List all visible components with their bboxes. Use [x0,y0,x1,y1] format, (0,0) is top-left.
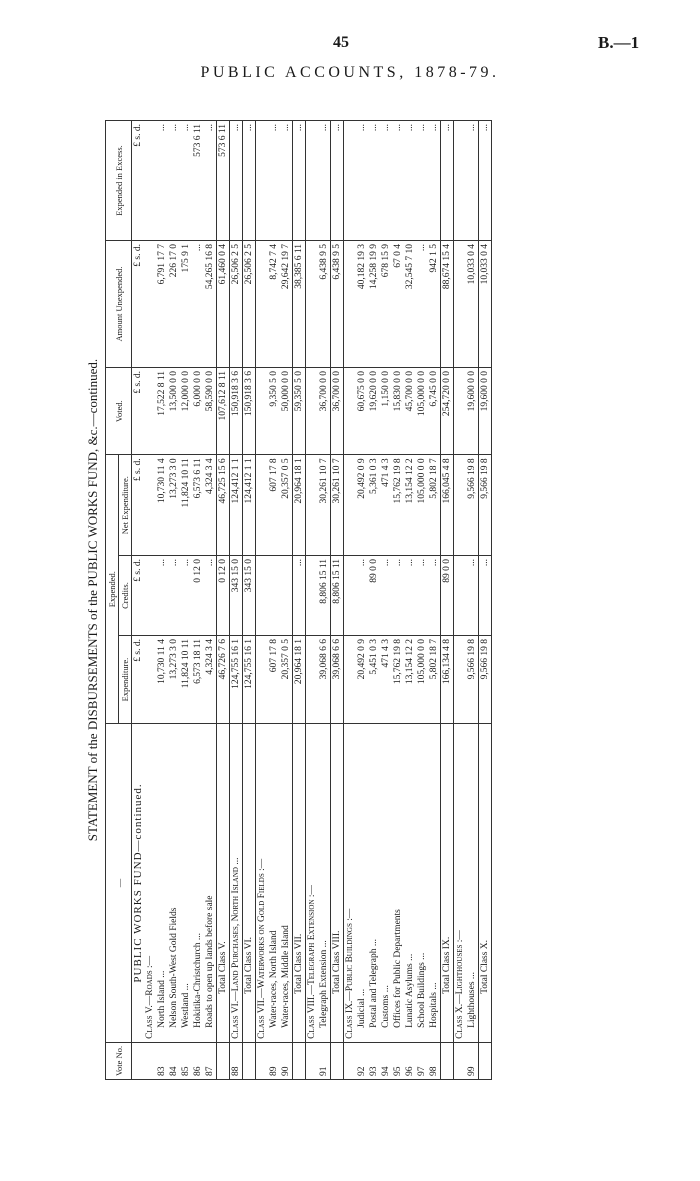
units-expenditure: £ s. d. [132,636,145,724]
row-description: Total Class X. [479,724,492,1043]
expenditure-value: 39,068 6 6 [331,636,344,724]
voted-value: 17,522 8 11 [156,367,168,454]
expenditure-value: 124,755 16 1 [243,636,256,724]
row-description: School Buildings ... [416,724,428,1043]
net-expenditure-value: 6,573 6 11 [192,455,204,556]
voted-value: 19,600 0 0 [466,367,479,454]
row-description: Judicial ... [356,724,368,1043]
unexpended-value: 678 15 9 [380,241,392,368]
row-description: Customs ... [380,724,392,1043]
voted-value: 36,700 0 0 [318,367,331,454]
page-number: 45 [333,34,349,51]
unexpended-value: ... [192,241,204,368]
table-row [156,121,168,1080]
vote-number: 83 [156,1042,168,1079]
unexpended-value: 6,438 9 5 [318,241,331,368]
unexpended-value: 38,385 6 11 [293,241,306,368]
excess-value: ... [404,121,416,241]
excess-value: ... [180,121,192,241]
vote-number: 98 [428,1042,441,1079]
document-reference: B.—1 [598,33,640,52]
credits-value [280,555,293,635]
expenditure-value: 10,730 11 4 [156,636,168,724]
row-description: Hokitika-Christchurch ... [192,724,204,1043]
net-expenditure-value: 471 4 3 [380,455,392,556]
total-row [217,121,230,1080]
table-row [180,121,192,1080]
excess-value: ... [356,121,368,241]
net-expenditure-value: 30,261 10 7 [318,455,331,556]
excess-value: ... [280,121,293,241]
units-credits: £ s. d. [132,555,145,635]
credits-value: ... [380,555,392,635]
expenditure-value: 105,000 0 0 [416,636,428,724]
unexpended-value: 32,545 7 10 [404,241,416,368]
units-row [132,121,145,1080]
net-expenditure-value: 15,762 19 8 [392,455,404,556]
credits-value: 89 0 0 [441,555,454,635]
disbursements-table [105,120,492,1080]
expenditure-value: 471 4 3 [380,636,392,724]
excess-value: ... [428,121,441,241]
col-description: — [106,724,132,1043]
credits-value: ... [204,555,217,635]
voted-value: 9,350 5 0 [268,367,280,454]
total-row [243,121,256,1080]
credits-value: 0 12 0 [217,555,230,635]
voted-value: 1,150 0 0 [380,367,392,454]
col-expenditure: Expenditure. [119,636,132,724]
voted-value: 19,620 0 0 [368,367,380,454]
voted-value: 45,700 0 0 [404,367,416,454]
net-expenditure-value: 30,261 10 7 [331,455,344,556]
voted-value: 6,000 0 0 [192,367,204,454]
vote-number: 90 [280,1042,293,1079]
rotated-statement [85,120,625,1080]
units-voted: £ s. d. [132,367,145,454]
net-expenditure-value: 607 17 8 [268,455,280,556]
net-expenditure-value: 124,412 1 1 [243,455,256,556]
col-unexpended: Amount Unexpended. [106,241,132,368]
excess-value: ... [243,121,256,241]
table-body [132,121,492,1080]
credits-value: 8,806 15 11 [331,555,344,635]
class-heading: Class IX.—Public Buildings :— [344,724,357,1043]
net-expenditure-value: 105,000 0 0 [416,455,428,556]
voted-value: 12,000 0 0 [180,367,192,454]
unexpended-value: 67 0 4 [392,241,404,368]
table-row [230,121,243,1080]
net-expenditure-value: 20,357 0 5 [280,455,293,556]
net-expenditure-value: 4,324 3 4 [204,455,217,556]
credits-value: 343 15 0 [230,555,243,635]
expenditure-value: 20,492 0 9 [356,636,368,724]
unexpended-value: 8,742 7 4 [268,241,280,368]
expenditure-value: 9,566 19 8 [466,636,479,724]
vote-number: 92 [356,1042,368,1079]
table-row [204,121,217,1080]
row-description: Westland ... [180,724,192,1043]
net-expenditure-value: 11,824 10 11 [180,455,192,556]
row-description: Total Class VI. [243,724,256,1043]
table-row [168,121,180,1080]
class-heading: Class V.—Roads :— [144,724,156,1043]
col-voted: Voted. [106,367,132,454]
page-title: PUBLIC ACCOUNTS, 1878-79. [200,64,500,81]
net-expenditure-value: 9,566 19 8 [479,455,492,556]
table-row [280,121,293,1080]
row-description: North Island ... [156,724,168,1043]
voted-value: 13,500 0 0 [168,367,180,454]
unexpended-value: 226 17 0 [168,241,180,368]
row-description: Nelson South-West Gold Fields [168,724,180,1043]
voted-value: 59,350 5 0 [293,367,306,454]
unexpended-value: 10,033 0 4 [466,241,479,368]
row-description: Total Class VII. [293,724,306,1043]
voted-value: 150,918 3 6 [230,367,243,454]
expenditure-value: 6,573 18 11 [192,636,204,724]
unexpended-value: 88,674 15 4 [441,241,454,368]
excess-value: ... [416,121,428,241]
statement-title: STATEMENT of the DISBURSEMENTS of the PUBLIC WORKS FUND, &c.—continued. [85,358,100,842]
unexpended-value: 54,265 16 8 [204,241,217,368]
row-description: Total Class V. [217,724,230,1043]
excess-value: ... [466,121,479,241]
excess-value: ... [380,121,392,241]
net-expenditure-value: 13,273 3 0 [168,455,180,556]
excess-value: ... [441,121,454,241]
excess-value: ... [230,121,243,241]
total-row [293,121,306,1080]
row-description: Class VI.—Land Purchases, North Island ... [230,724,243,1043]
row-description: Total Class IX. [441,724,454,1043]
class-heading: Class X.—Lighthouses :— [454,724,467,1043]
total-row [479,121,492,1080]
excess-value: 573 6 11 [217,121,230,241]
excess-value: ... [368,121,380,241]
voted-value: 105,000 0 0 [416,367,428,454]
table-row [416,121,428,1080]
vote-number: 84 [168,1042,180,1079]
credits-value: 0 12 0 [192,555,204,635]
row-description: Lighthouses ... [466,724,479,1043]
unexpended-value: 175 9 1 [180,241,192,368]
row-description: Water-races, North Island [268,724,280,1043]
expenditure-value: 5,451 0 3 [368,636,380,724]
vote-number: 86 [192,1042,204,1079]
credits-value: 343 15 0 [243,555,256,635]
unexpended-value: 26,506 2 5 [243,241,256,368]
credits-value: ... [156,555,168,635]
total-row [331,121,344,1080]
class-heading: Class VIII.—Telegraph Extension :— [306,724,319,1043]
total-row [441,121,454,1080]
row-description: Lunatic Asylums ... [404,724,416,1043]
net-expenditure-value: 5,361 0 3 [368,455,380,556]
credits-value: ... [428,555,441,635]
credits-value: ... [466,555,479,635]
row-description: Postal and Telegraph ... [368,724,380,1043]
excess-value: ... [479,121,492,241]
expenditure-value: 124,755 16 1 [230,636,243,724]
vote-number: 87 [204,1042,217,1079]
table-row [318,121,331,1080]
credits-value: ... [479,555,492,635]
row-description: Total Class VIII. [331,724,344,1043]
excess-value: ... [156,121,168,241]
table-row [466,121,479,1080]
expenditure-value: 20,964 18 1 [293,636,306,724]
credits-value: ... [392,555,404,635]
excess-value: ... [204,121,217,241]
net-expenditure-value: 13,154 12 2 [404,455,416,556]
voted-value: 254,720 0 0 [441,367,454,454]
credits-value: 8,806 15 11 [318,555,331,635]
row-description: Roads to open up lands before sale [204,724,217,1043]
vote-number: 95 [392,1042,404,1079]
vote-number: 94 [380,1042,392,1079]
units-net: £ s. d. [132,455,145,556]
net-expenditure-value: 166,045 4 8 [441,455,454,556]
vote-number: 96 [404,1042,416,1079]
expenditure-value: 5,802 18 7 [428,636,441,724]
excess-value: ... [293,121,306,241]
col-expended: Expended. [106,455,119,724]
voted-value: 15,830 0 0 [392,367,404,454]
vote-number: 89 [268,1042,280,1079]
expenditure-value: 9,566 19 8 [479,636,492,724]
unexpended-value: 61,460 0 4 [217,241,230,368]
row-description: Water-races, Middle Island [280,724,293,1043]
vote-number: 93 [368,1042,380,1079]
excess-value: 573 6 11 [192,121,204,241]
voted-value: 107,612 8 11 [217,367,230,454]
col-net-expenditure: Net Expenditure. [119,455,132,556]
credits-value [268,555,280,635]
net-expenditure-value: 10,730 11 4 [156,455,168,556]
class-heading: Class VII.—Waterworks on Gold Fields :— [256,724,269,1043]
expenditure-value: 15,762 19 8 [392,636,404,724]
expenditure-value: 13,273 3 0 [168,636,180,724]
class-heading-row [306,121,319,1080]
row-description: Telegraph Extension ... [318,724,331,1043]
unexpended-value: 942 1 5 [428,241,441,368]
net-expenditure-value: 20,964 18 1 [293,455,306,556]
expenditure-value: 166,134 4 8 [441,636,454,724]
table-row [428,121,441,1080]
table-row [356,121,368,1080]
voted-value: 60,675 0 0 [356,367,368,454]
vote-number: 99 [466,1042,479,1079]
expenditure-value: 46,726 7 6 [217,636,230,724]
col-excess: Expended in Excess. [106,121,132,241]
credits-value: ... [416,555,428,635]
expenditure-value: 11,824 10 11 [180,636,192,724]
excess-value: ... [318,121,331,241]
credits-value: 89 0 0 [368,555,380,635]
vote-number: 88 [230,1042,243,1079]
unexpended-value: 10,033 0 4 [479,241,492,368]
excess-value: ... [268,121,280,241]
voted-value: 36,700 0 0 [331,367,344,454]
table-row [380,121,392,1080]
expenditure-value: 20,357 0 5 [280,636,293,724]
class-heading-row [256,121,269,1080]
table-row [392,121,404,1080]
expenditure-value: 607 17 8 [268,636,280,724]
excess-value: ... [331,121,344,241]
unexpended-value: 40,182 19 3 [356,241,368,368]
unexpended-value: 29,642 19 7 [280,241,293,368]
unexpended-value: 6,438 9 5 [331,241,344,368]
net-expenditure-value: 9,566 19 8 [466,455,479,556]
net-expenditure-value: 46,725 15 6 [217,455,230,556]
class-heading-row [144,121,156,1080]
col-vote-no: Vote No. [106,1042,132,1079]
net-expenditure-value: 20,492 0 9 [356,455,368,556]
row-description: Hospitals ... [428,724,441,1043]
col-credits: Credits. [119,555,132,635]
table-row [192,121,204,1080]
credits-value: ... [404,555,416,635]
credits-value: ... [293,555,306,635]
credits-value: ... [356,555,368,635]
credits-value: ... [180,555,192,635]
vote-number: 85 [180,1042,192,1079]
voted-value: 150,918 3 6 [243,367,256,454]
unexpended-value: 26,506 2 5 [230,241,243,368]
voted-value: 19,600 0 0 [479,367,492,454]
units-excess: £ s. d. [132,121,145,241]
expenditure-value: 4,324 3 4 [204,636,217,724]
expenditure-value: 13,154 12 2 [404,636,416,724]
table-row [368,121,380,1080]
vote-number: 91 [318,1042,331,1079]
voted-value: 6,745 0 0 [428,367,441,454]
unexpended-value: 14,258 19 9 [368,241,380,368]
excess-value: ... [168,121,180,241]
excess-value: ... [392,121,404,241]
credits-value: ... [168,555,180,635]
net-expenditure-value: 124,412 1 1 [230,455,243,556]
table-row [404,121,416,1080]
expenditure-value: 39,068 6 6 [318,636,331,724]
class-heading-row [344,121,357,1080]
table-row [268,121,280,1080]
voted-value: 50,000 0 0 [280,367,293,454]
net-expenditure-value: 5,802 18 7 [428,455,441,556]
vote-number: 97 [416,1042,428,1079]
unexpended-value: 6,791 17 7 [156,241,168,368]
units-unexpended: £ s. d. [132,241,145,368]
unexpended-value: ... [416,241,428,368]
row-description: Offices for Public Departments [392,724,404,1043]
class-heading-row [454,121,467,1080]
voted-value: 58,590 0 0 [204,367,217,454]
fund-name: PUBLIC WORKS FUND—continued. [132,724,145,1043]
